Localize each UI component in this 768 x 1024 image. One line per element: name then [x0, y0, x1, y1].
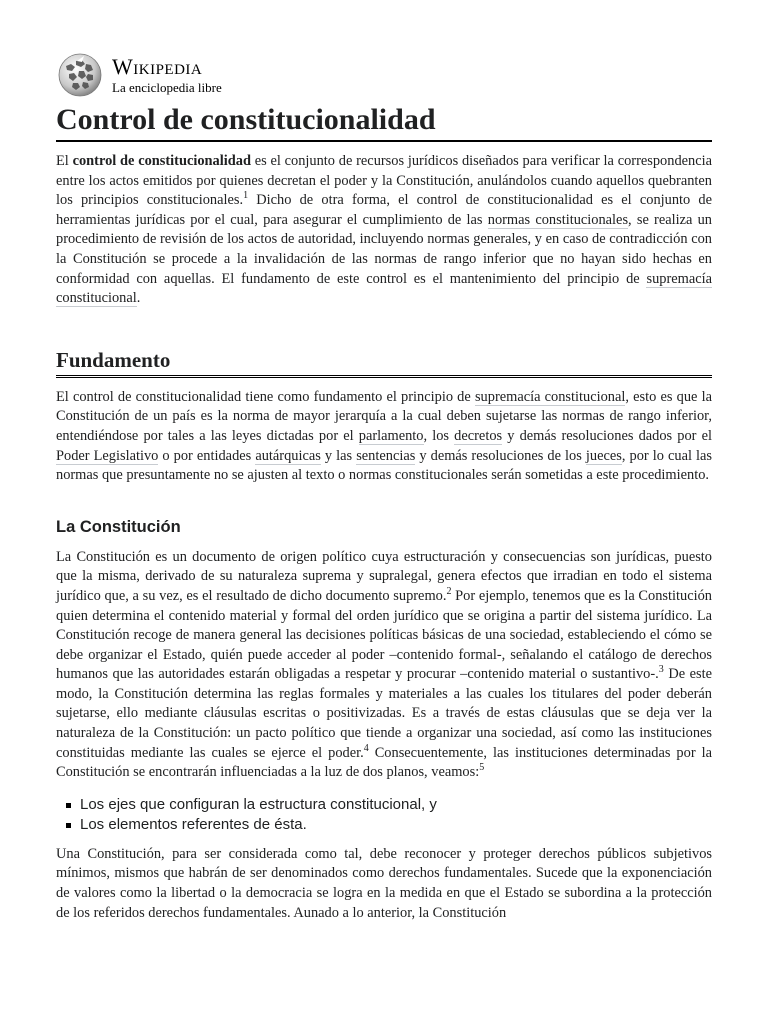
link-decretos[interactable]: decretos [454, 427, 503, 444]
intro-text-4: , se realiza un procedimiento de revisión de los actos de autoridad, incluyendo normas generales, y en caso de contradicción con la Constitución se procede a la invalidación de las normas de rango inferior que no hayan sido hechas en conformidad con aquellas. El fundamento de este control es el mantenimiento del principio de [56, 211, 713, 287]
fundamento-paragraph [56, 388, 712, 486]
site-header [56, 52, 712, 98]
article-page [56, 0, 712, 923]
link-normas-constitucionales[interactable]: normas constitucionales [487, 211, 629, 228]
link-supremacia[interactable]: supremacía constitucional [474, 388, 626, 405]
fundamento-text-3: , los [423, 427, 455, 444]
heading-la-constitucion: La Constitución [56, 517, 181, 536]
fundamento-text-4: y demás resoluciones dados por el [502, 427, 712, 444]
fundamento-text-1: El control de constitucionalidad tiene como fundamento el principio de [56, 388, 475, 405]
intro-text-3: Dicho de otra forma, el control de constitucionalidad es el conjunto de herramientas jurídicas por el cual, para asegurar el cumplimiento de las [56, 192, 713, 228]
fundamento-text-7: y demás resoluciones de los [415, 447, 586, 464]
derechos-paragraph: Una Constitución, para ser considerada como tal, debe reconocer y proteger derechos públicos subjetivos mínimos, mismos que habrán de ser denominados como derechos fundamentales. Sucede que la exponenciación de valores como la libertad o la democracia se logra en la medida en que el Estado se subordina a la protección de los referidos derechos fundamentales. Aunado a lo anterior, la Constitución [56, 845, 712, 921]
wordmark-name: Wikipedia [112, 54, 203, 79]
link-jueces[interactable]: jueces [585, 447, 622, 464]
link-sentencias[interactable]: sentencias [356, 447, 416, 464]
planos-list [56, 795, 712, 835]
intro-text-5: . [136, 290, 141, 307]
link-autarquicas[interactable]: autárquicas [255, 447, 321, 464]
intro-text-2: es el conjunto de recursos jurídicos diseñados para verificar la correspondencia entre los actos emitidos por quienes decretan el poder y la Constitución, anulándolos cuando aquellos quebranten los principios constitucionales. [56, 153, 712, 209]
fundamento-text-8: , por lo cual las normas que presuntamente no se ajusten al texto o normas constitucionales serán sometidas a este procedimiento. [56, 447, 713, 484]
page-title: Control de constitucionalidad [56, 102, 712, 142]
heading-fundamento: Fundamento [56, 347, 712, 378]
intro-bold-term: control de constitucionalidad [72, 153, 251, 169]
reference-1[interactable]: 1 [243, 190, 249, 202]
link-poder-legislativo[interactable]: Poder Legislativo [56, 447, 159, 464]
fundamento-text-5: o por entidades [158, 447, 256, 464]
link-parlamento[interactable]: parlamento [358, 427, 424, 444]
wordmark-tagline: La enciclopedia libre [112, 80, 222, 95]
list-item: Los ejes que configuran la estructura constitucional, y [80, 795, 712, 815]
reference-5[interactable]: 5 [479, 762, 485, 774]
constitucion-text-3: De este modo, la Constitución determina las reglas formales y materiales a las cuales los titulares del poder deberán sujetarse, ello mediante cláusulas escritas o positivizadas. Es a través de estas cláusulas que se deja ver la naturaleza de la Constitución: un pacto político que tiende a organizar una sociedad, así como las instituciones constituidas mediante las cuales se ejerce el poder. [56, 666, 712, 761]
constitucion-paragraph [56, 548, 712, 783]
reference-4[interactable]: 4 [363, 742, 369, 754]
constitucion-text-1: La Constitución es un documento de origen político cuya estructuración y consecuencias son jurídicas, puesto que la misma, derivado de su naturaleza suprema y supralegal, genera efectos que irradian en todo el sistema jurídico que, a su vez, es el resultado de dicho documento supremo. [56, 548, 712, 604]
list-item: Los elementos referentes de ésta. [80, 815, 712, 835]
intro-text-1: El [56, 153, 73, 169]
constitucion-text-2: Por ejemplo, tenemos que es la Constitución quien determina el contenido material y formal del orden jurídico que se origina a partir del sistema jurídico. La Constitución recoge de manera general las decisiones políticas básicas de una sociedad, estableciendo el cómo se debe organizar el Estado, quién puede acceder al poder –contenido formal-, señalando el catálogo de derechos humanos que las autoridades estarán obligadas a respetar y procurar –contenido material o sustantivo-. [56, 587, 712, 683]
wordmark[interactable] [112, 56, 222, 94]
fundamento-text-6: y las [320, 447, 357, 464]
reference-2[interactable]: 2 [446, 586, 452, 598]
wikipedia-globe-icon[interactable] [56, 52, 104, 98]
constitucion-text-4: Consecuentemente, las instituciones determinadas por la Constitución se encontrarán influenciadas a la luz de dos planos, veamos: [56, 744, 712, 781]
intro-paragraph [56, 152, 712, 309]
fundamento-text-2: , esto es que la Constitución de un país es la norma de mayor jerarquía a la cual deben sujetarse las normas de rango inferior, entendiéndose por tales a las leyes dictadas por el [56, 388, 713, 444]
reference-3[interactable]: 3 [658, 664, 664, 676]
link-supremacia-constitucional[interactable]: supremacía constitucional [56, 270, 712, 307]
